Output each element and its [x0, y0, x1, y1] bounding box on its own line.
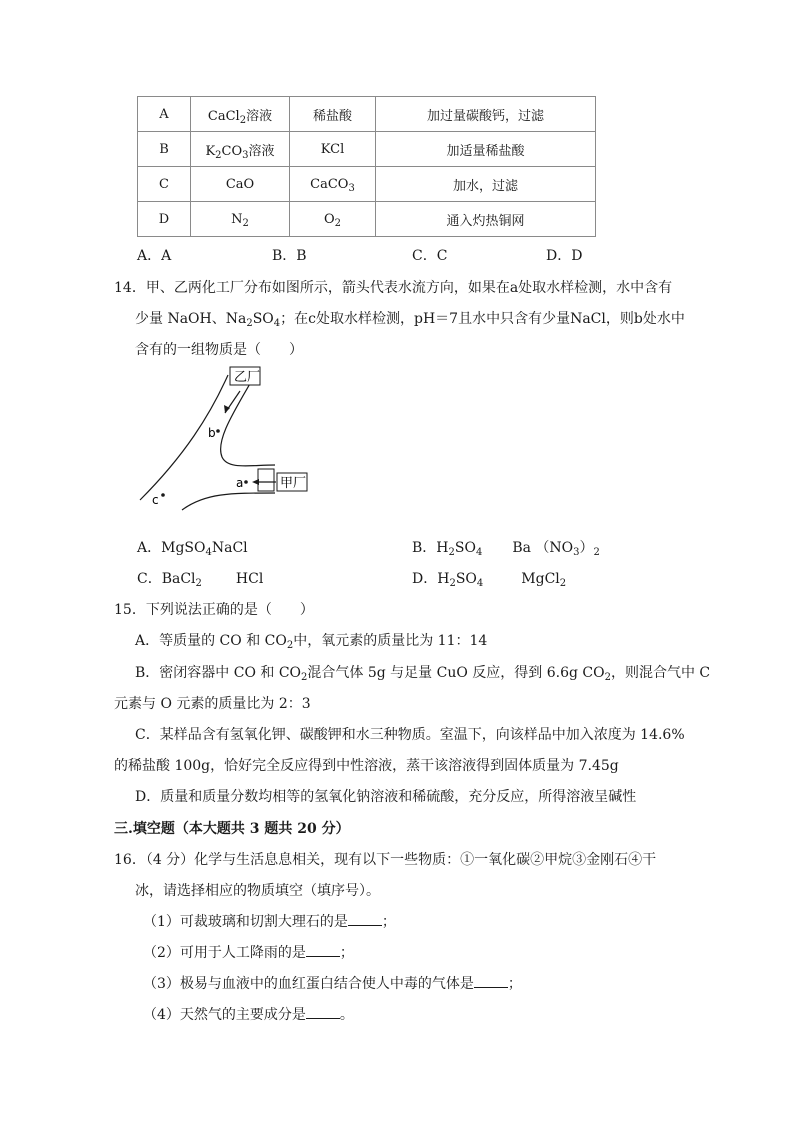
q14-stem-line1: 14．甲、乙两化工厂分布如图所示，箭头代表水流方向，如果在a处取水样检测，水中含有	[114, 280, 673, 296]
impurity-cell: $O_2$	[290, 202, 376, 237]
q14-stem-line3: 含有的一组物质是（ ）	[135, 342, 303, 358]
impurity-cell: KCl	[290, 132, 376, 167]
q15-option-a: A．等质量的 CO 和 $CO_2$中，氧元素的质量比为 11：14	[135, 633, 488, 651]
substance-cell: $K_2CO_3$溶液	[191, 132, 290, 167]
point-a-label: a	[236, 476, 244, 490]
q14-option-b: B．$H_2SO_4$ Ba $(NO_3)_2$	[412, 540, 600, 558]
section-heading: 三.填空题（本大题共 3 题共 20 分）	[114, 821, 350, 837]
q15-option-d: D．质量和质量分数均相等的氢氧化钠溶液和稀硫酸，充分反应，所得溶液呈碱性	[135, 789, 637, 805]
q16-stem-line1: 16．（4 分）化学与生活息息相关，现有以下一些物质：①一氧化碳②甲烷③金刚石④干	[114, 852, 657, 868]
row-label: A	[138, 97, 191, 132]
q13-option-b: B．B	[272, 248, 307, 264]
q15-option-c-line2: 的稀盐酸 100g，恰好完全反应得到中性溶液，蒸干该溶液得到固体质量为 7.45g	[114, 758, 619, 774]
answer-blank[interactable]	[306, 944, 340, 957]
method-cell: 加适量稀盐酸	[376, 132, 596, 167]
arrow-left-icon	[252, 479, 259, 485]
table-row	[138, 167, 596, 202]
method-cell: 通入灼热铜网	[376, 202, 596, 237]
point-a-dot	[244, 480, 248, 484]
q14-option-c: C．BaCl$_2$ HCl	[137, 571, 264, 589]
q16-part-2: （2）可用于人工降雨的是 ；	[143, 945, 354, 961]
impurity-cell: CaCO$_3$	[290, 167, 376, 202]
q14-stem-line2: 少量 NaOH、$Na_2SO_4$；在c处取水样检测，pH＝7且水中只含有少量NaCl，则b处水中	[135, 311, 685, 329]
q13-option-c: C．C	[412, 248, 448, 264]
impurity-cell: 稀盐酸	[290, 97, 376, 132]
q16-stem-line2: 冰，请选择相应的物质填空（填序号）。	[135, 883, 380, 899]
substance-cell: CaCl$_2$溶液	[191, 97, 290, 132]
options-table	[137, 96, 596, 237]
q14-option-d: D．$H_2SO_4$ MgCl$_2$	[412, 571, 567, 589]
table-row	[138, 202, 596, 237]
method-cell: 加过量碳酸钙，过滤	[376, 97, 596, 132]
q15-option-b-line2: 元素与 O 元素的质量比为 2：3	[114, 696, 311, 712]
q15-option-c-line1: C．某样品含有氢氧化钾、碳酸钾和水三种物质。室温下，向该样品中加入浓度为 14.6%	[135, 727, 685, 743]
answer-blank[interactable]	[474, 975, 508, 988]
river-bank-lower	[182, 493, 275, 510]
substance-cell: $N_2$	[191, 202, 290, 237]
q16-part-3: （3）极易与血液中的血红蛋白结合使人中毒的气体是 ；	[143, 976, 522, 992]
river-bank-upper	[221, 375, 275, 466]
table-row	[138, 132, 596, 167]
q16-part-4: （4）天然气的主要成分是 。	[143, 1007, 354, 1023]
point-b-label: b	[208, 426, 216, 440]
q15-stem: 15．下列说法正确的是（ ）	[114, 602, 314, 618]
point-c-dot	[161, 493, 165, 497]
method-cell: 加水，过滤	[376, 167, 596, 202]
q14-option-a: A．MgSO$_4$NaCl	[137, 540, 248, 558]
q15-option-b-line1: B．密闭容器中 CO 和 $CO_2$混合气体 5g 与足量 CuO 反应，得到 6.6g $CO_2$，则混合气中 C	[135, 665, 711, 683]
row-label: B	[138, 132, 191, 167]
answer-blank[interactable]	[306, 1006, 340, 1019]
factory-yi-label: 乙厂	[234, 370, 261, 385]
q13-option-a: A．A	[137, 248, 172, 264]
q16-part-1: （1）可裁玻璃和切割大理石的是 ；	[143, 914, 396, 930]
q13-option-d: D．D	[546, 248, 583, 264]
point-c-label: c	[152, 493, 159, 507]
row-label: D	[138, 202, 191, 237]
river-diagram	[130, 365, 310, 525]
point-b-dot	[216, 429, 220, 433]
table-row	[138, 97, 596, 132]
row-label: C	[138, 167, 191, 202]
substance-cell: CaO	[191, 167, 290, 202]
factory-jia-label: 甲厂	[280, 476, 307, 491]
answer-blank[interactable]	[348, 913, 382, 926]
